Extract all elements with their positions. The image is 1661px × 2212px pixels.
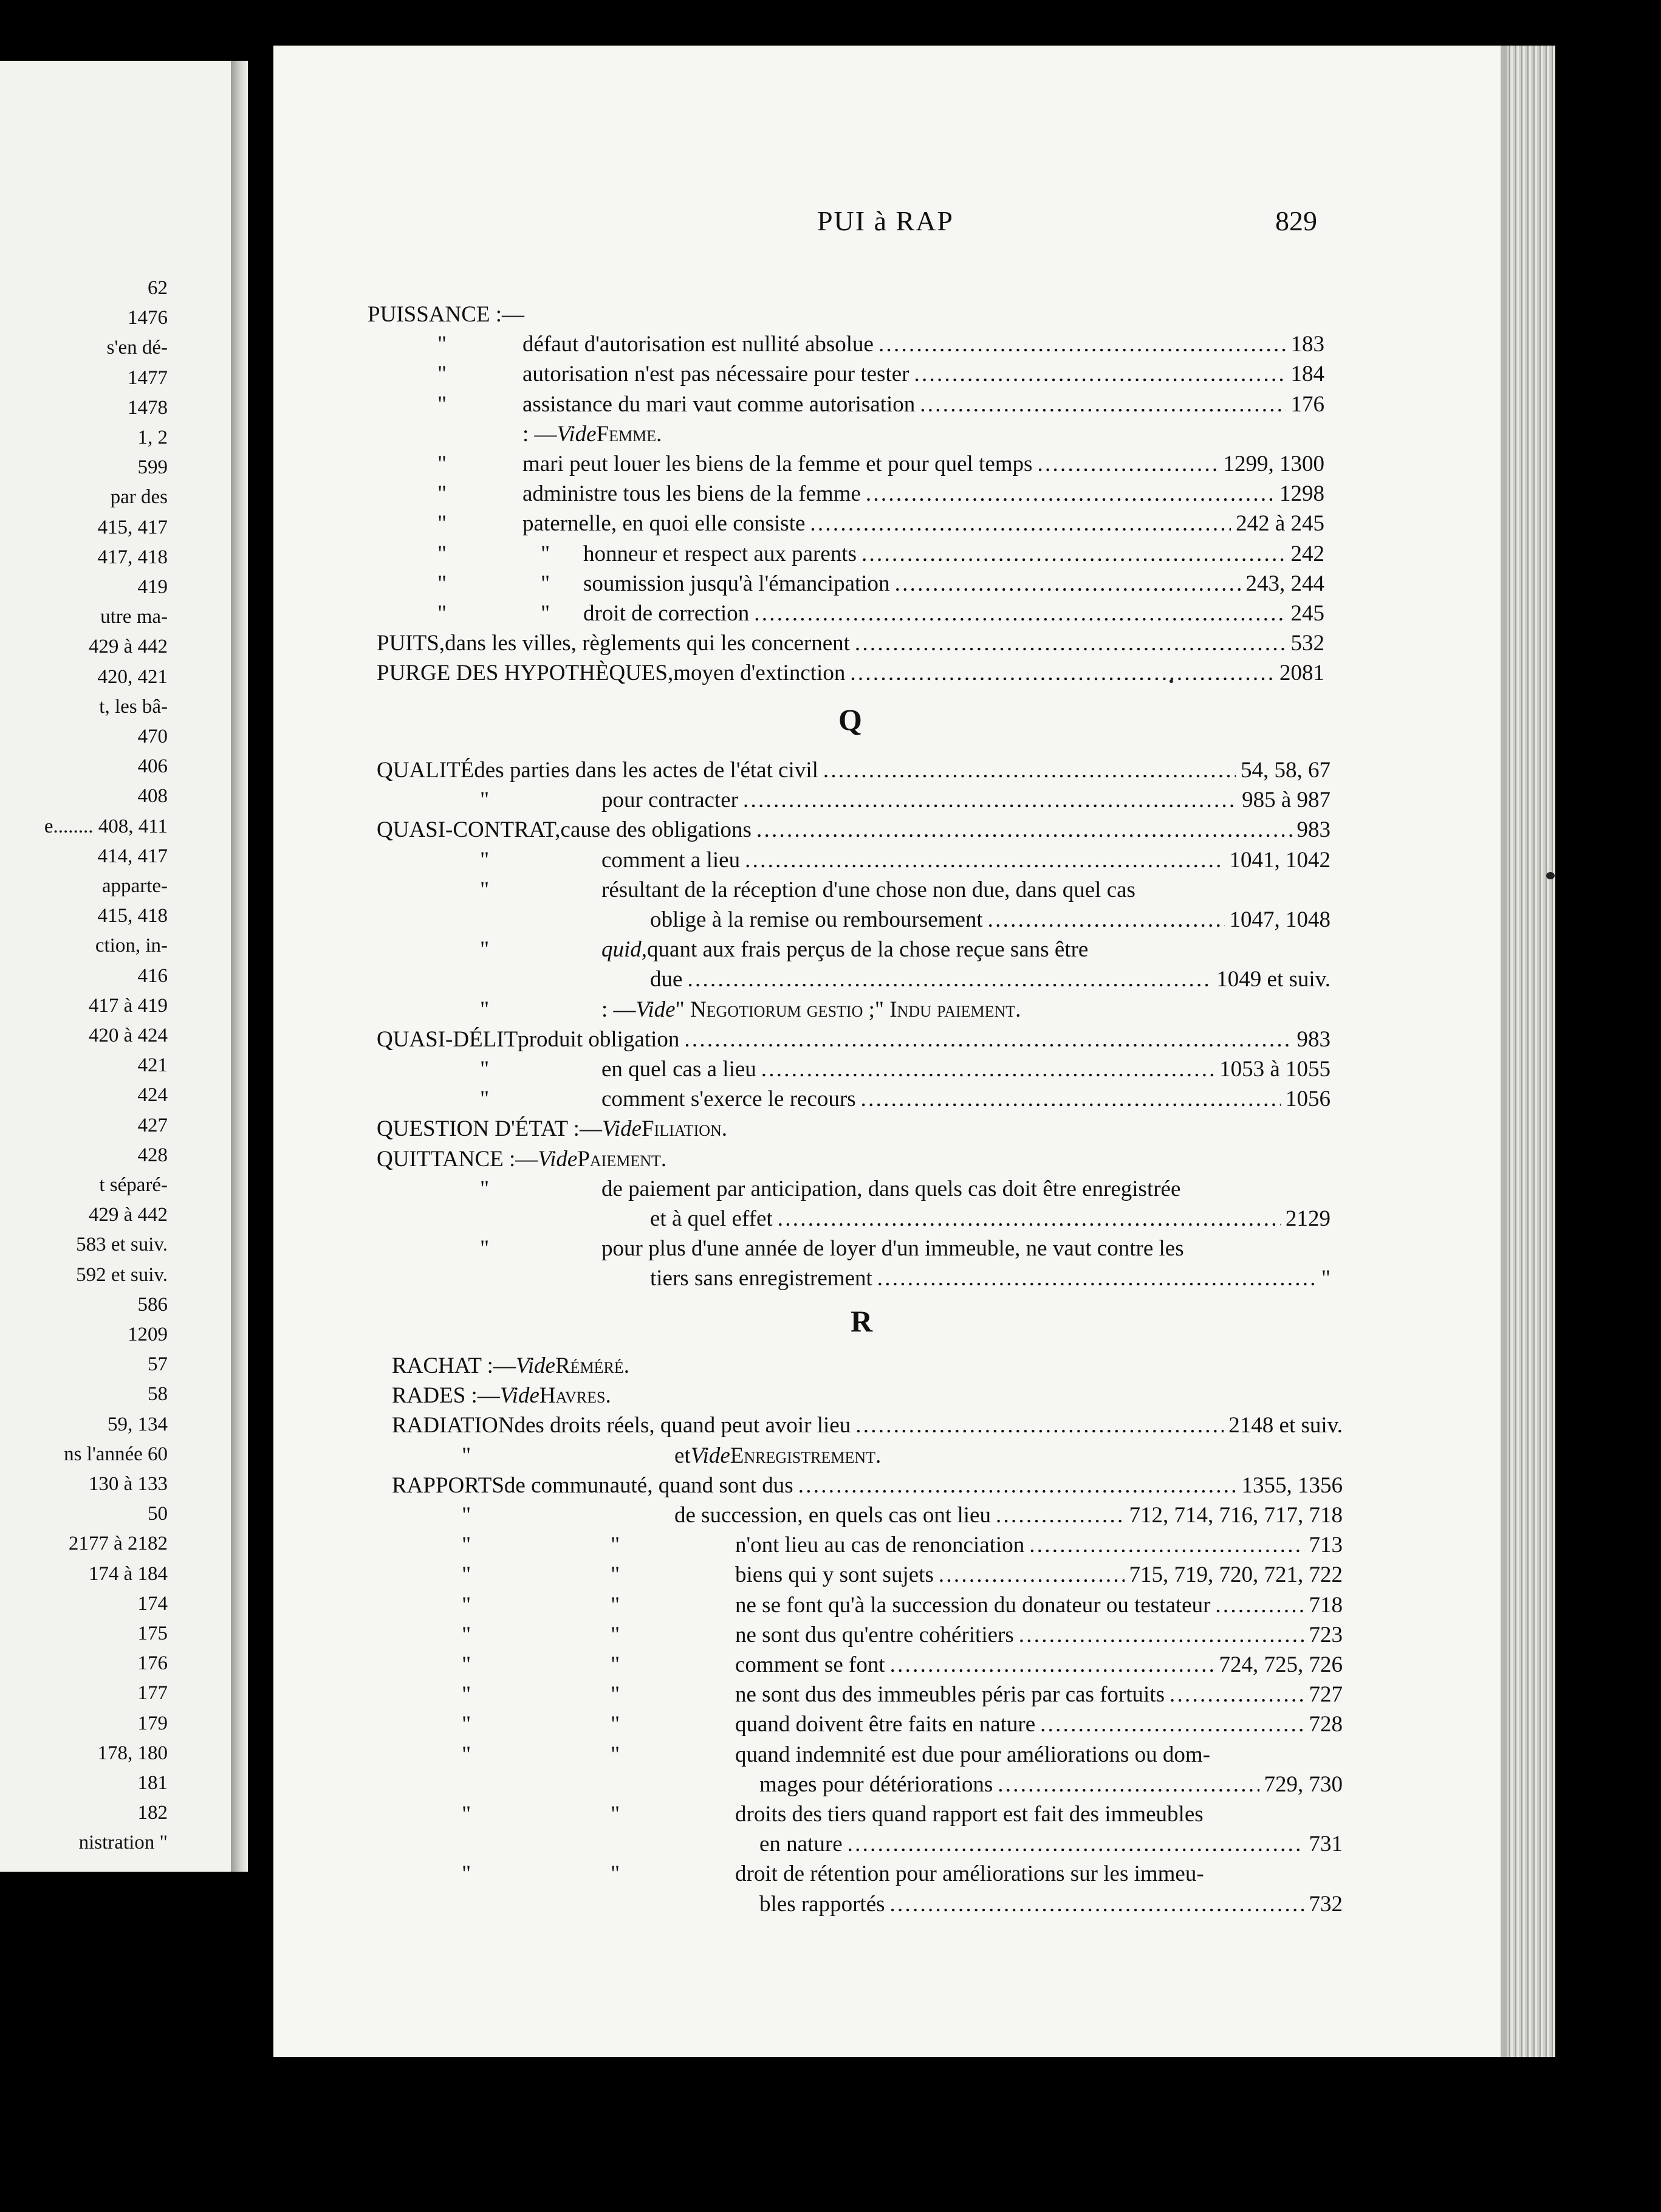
entry-text: comment a lieu — [601, 847, 741, 873]
entry-text: des parties dans les actes de l'état civil — [474, 758, 818, 783]
dot-leader — [848, 1830, 1304, 1858]
ditto-mark: " — [541, 571, 550, 596]
left-page-fragment: 58 — [148, 1383, 168, 1406]
dot-leader — [861, 1085, 1281, 1113]
page-reference: 727 — [1309, 1682, 1343, 1708]
index-entry — [392, 1412, 1343, 1440]
index-entry — [437, 480, 1324, 508]
cross-reference-target: " Negotiorum gestio ;" Indu paiement. — [675, 997, 1021, 1022]
index-entry — [392, 1382, 611, 1410]
entry-text: comment s'exerce le recours — [601, 1087, 856, 1112]
ditto-mark: " — [462, 1443, 471, 1468]
left-page-fragment: 1209 — [128, 1324, 168, 1345]
dot-leader — [861, 540, 1286, 568]
dot-leader — [754, 600, 1286, 628]
left-page-fragment: 470 — [137, 726, 168, 747]
left-page-fragment: 429 à 442 — [88, 1204, 168, 1226]
left-page-fragment: 417, 418 — [97, 546, 168, 568]
dot-leader — [687, 966, 1211, 994]
page-reference: 983 — [1296, 817, 1331, 843]
ditto-mark: " — [611, 1742, 620, 1767]
left-page-fragment: 177 — [137, 1682, 168, 1705]
left-page-fragment: 178, 180 — [97, 1742, 168, 1764]
page-reference: 245 — [1290, 601, 1324, 626]
page-reference: 1298 — [1279, 481, 1324, 507]
entry-text: de succession, en quels cas ont lieu — [674, 1503, 991, 1528]
dot-leader — [895, 570, 1241, 598]
ditto-mark: " — [437, 571, 447, 596]
ditto-mark: " — [611, 1592, 620, 1618]
ditto-mark: " — [437, 362, 447, 387]
entry-text: cause des obligations — [560, 817, 752, 843]
index-entry — [462, 1741, 1210, 1769]
index-entry — [480, 1085, 1331, 1113]
page-reference: 1355, 1356 — [1241, 1472, 1343, 1498]
cross-reference-target: Réméré. — [555, 1353, 629, 1378]
entry-text: mari peut louer les biens de la femme et pour quel temps — [522, 452, 1033, 476]
page-reference: 54, 58, 67 — [1241, 758, 1331, 783]
entry-text: droit de correction — [583, 601, 750, 626]
left-page-fragment: 62 — [148, 277, 168, 299]
left-page-fragment: 417 à 419 — [88, 994, 168, 1017]
entry-text: comment se font — [735, 1652, 885, 1677]
dot-leader — [998, 1771, 1259, 1799]
left-page-fragment: utre ma- — [100, 606, 168, 628]
page-reference: 242 à 245 — [1236, 511, 1324, 537]
vide-reference: Vide — [690, 1443, 730, 1468]
dot-leader — [855, 630, 1286, 658]
page-reference: 712, 714, 716, 717, 718 — [1129, 1503, 1343, 1528]
page-reference: 723 — [1309, 1622, 1343, 1647]
ditto-mark: " — [437, 391, 447, 417]
ditto-mark: " — [437, 332, 447, 357]
ditto-mark: " — [611, 1652, 620, 1677]
entry-continuation: en nature — [759, 1832, 843, 1857]
left-page-fragment: 586 — [137, 1293, 168, 1316]
left-page-fragment: 1476 — [128, 307, 168, 329]
entry-heading: PUITS, — [377, 631, 445, 656]
entry-text: défaut d'autorisation est nullité absolue — [522, 332, 874, 357]
index-entry — [437, 421, 662, 448]
entry-heading: QUITTANCE :— — [377, 1146, 538, 1172]
index-entry — [480, 996, 1021, 1024]
left-page-fragment: par des — [110, 486, 168, 509]
index-entry — [462, 1442, 881, 1470]
entry-text: droits des tiers quand rapport est fait des immeubles — [735, 1802, 1204, 1827]
left-page-fragment: e........ 408, 411 — [44, 815, 168, 837]
left-page-fragment: 583 et suiv. — [76, 1234, 168, 1256]
page-number: 829 — [1275, 205, 1317, 236]
index-entry — [480, 786, 1331, 814]
index-entry — [437, 360, 1324, 388]
page-reference: 2148 et suiv. — [1228, 1413, 1343, 1438]
index-entry — [437, 570, 1324, 598]
entry-text: résultant de la réception d'une chose non due, dans quel cas — [601, 877, 1135, 902]
cross-reference-target: Havres. — [539, 1383, 611, 1409]
dot-leader — [939, 1561, 1125, 1589]
ditto-mark: " — [611, 1562, 620, 1588]
index-page — [273, 46, 1507, 2057]
index-entry — [462, 1681, 1343, 1709]
ditto-mark: " — [437, 541, 447, 566]
index-entry — [462, 1592, 1343, 1619]
section-letter-q: Q — [838, 702, 862, 737]
entry-text: : — — [522, 421, 557, 447]
entry-text: quand indemnité est due pour améliorations ou dom- — [735, 1742, 1210, 1767]
ditto-mark: " — [462, 1742, 471, 1767]
ditto-mark: " — [611, 1712, 620, 1737]
page-reference: 1056 — [1286, 1087, 1331, 1112]
entry-text: autorisation n'est pas nécessaire pour tester — [522, 362, 909, 387]
left-page-fragment: t séparé- — [99, 1174, 168, 1196]
page-stack-edge — [1507, 46, 1555, 2057]
entry-text: ne sont dus des immeubles péris par cas fortuits — [735, 1682, 1165, 1708]
index-entry — [437, 600, 1324, 628]
entry-continuation: mages pour détériorations — [759, 1771, 993, 1797]
index-entry — [368, 301, 524, 329]
entry-continuation: bles rapportés — [759, 1891, 885, 1917]
page-reference: 2081 — [1279, 661, 1324, 686]
left-page-fragment: 175 — [137, 1623, 168, 1644]
entry-heading: RADES :— — [392, 1383, 500, 1409]
ditto-mark: " — [480, 1176, 490, 1201]
ditto-mark: " — [462, 1682, 471, 1708]
dot-leader — [778, 1205, 1281, 1233]
index-entry — [377, 1146, 666, 1173]
left-page-fragment: 415, 418 — [97, 905, 168, 927]
cross-reference-target: Enregistrement. — [730, 1443, 882, 1468]
left-page-fragment: 420 à 424 — [88, 1025, 168, 1046]
dot-leader — [996, 1502, 1125, 1530]
dot-leader — [810, 510, 1231, 538]
ditto-mark: " — [437, 452, 447, 476]
ink-speck — [1170, 679, 1173, 683]
page-reference: " — [1321, 1266, 1331, 1291]
page-edge — [1501, 46, 1507, 2057]
left-page-fragment: 2177 à 2182 — [68, 1533, 168, 1555]
entry-text: de paiement par anticipation, dans quels cas doit être enregistrée — [601, 1176, 1181, 1201]
page-reference: 983 — [1296, 1026, 1331, 1052]
page-reference: 731 — [1309, 1832, 1343, 1857]
index-entry — [480, 876, 1135, 904]
page-reference: 2129 — [1286, 1206, 1331, 1231]
ditto-mark: " — [437, 601, 447, 626]
entry-text: moyen d'extinction — [673, 661, 846, 686]
entry-heading: PUISSANCE :— — [368, 302, 525, 327]
page-reference: 183 — [1290, 332, 1324, 357]
index-entry — [377, 659, 1324, 687]
ditto-mark: " — [480, 788, 490, 813]
dot-leader — [890, 1891, 1304, 1918]
left-page-fragment: 174 — [137, 1592, 168, 1615]
book-gutter — [231, 61, 248, 1872]
left-page-fragment: 182 — [137, 1802, 168, 1824]
page-reference: 729, 730 — [1264, 1771, 1343, 1797]
left-page-fragment: 419 — [137, 576, 168, 598]
index-entry — [437, 331, 1324, 359]
left-page-fragment: 427 — [137, 1114, 168, 1136]
index-entry — [650, 906, 1331, 934]
left-page-fragment: 1478 — [128, 396, 168, 419]
vide-reference: Vide — [557, 421, 597, 447]
dot-leader — [878, 331, 1286, 359]
index-entry — [650, 1205, 1331, 1233]
page-reference: 724, 725, 726 — [1219, 1652, 1343, 1677]
left-page-fragment: 50 — [148, 1503, 168, 1525]
entry-heading: QUESTION D'ÉTAT :— — [377, 1116, 602, 1142]
ditto-mark: " — [462, 1712, 471, 1737]
index-entry — [462, 1711, 1343, 1739]
left-page-fragment: s'en dé- — [106, 337, 168, 359]
entry-text: des droits réels, quand peut avoir lieu — [514, 1413, 851, 1438]
entry-text: quant aux frais perçus de la chose reçue sans être — [647, 937, 1089, 963]
index-entry — [462, 1651, 1343, 1679]
left-page-fragment: 421 — [137, 1054, 168, 1077]
vide-reference: Vide — [635, 997, 676, 1022]
entry-text: n'ont lieu au cas de renonciation — [735, 1533, 1025, 1558]
index-entry — [759, 1830, 1343, 1858]
index-entry — [437, 540, 1324, 568]
cross-reference-target: Femme. — [596, 421, 662, 447]
ink-speck — [1546, 872, 1555, 879]
cross-reference-target: Filiation. — [642, 1116, 728, 1142]
dot-leader — [877, 1265, 1317, 1293]
page-reference: 184 — [1290, 362, 1324, 387]
entry-text: droit de rétention pour améliorations sur les immeu- — [735, 1861, 1204, 1887]
vide-reference: Vide — [538, 1146, 578, 1172]
running-head: PUI à RAP — [817, 205, 954, 236]
dot-leader — [823, 757, 1236, 785]
left-page-fragment: ction, in- — [95, 935, 168, 957]
ditto-mark: " — [611, 1622, 620, 1647]
left-page-fragment: 429 à 442 — [88, 636, 168, 658]
page-reference: 243, 244 — [1245, 571, 1324, 596]
index-entry — [437, 391, 1324, 419]
left-page-fragment: 424 — [137, 1084, 168, 1107]
vide-reference: Vide — [499, 1383, 539, 1409]
section-letter-r: R — [851, 1304, 873, 1338]
ditto-mark: " — [462, 1652, 471, 1677]
entry-text: quand doivent être faits en nature — [735, 1712, 1036, 1737]
entry-text: pour plus d'une année de loyer d'un immeuble, ne vaut contre les — [601, 1236, 1184, 1262]
page-reference: 1299, 1300 — [1223, 452, 1324, 476]
dot-leader — [920, 391, 1286, 419]
entry-text: en quel cas a lieu — [601, 1057, 756, 1082]
entry-text: ne sont dus qu'entre cohéritiers — [735, 1622, 1014, 1647]
ditto-mark: " — [437, 481, 447, 507]
index-entry — [462, 1531, 1343, 1559]
page-reference: 242 — [1290, 541, 1324, 566]
ditto-mark: " — [462, 1533, 471, 1558]
vide-reference: Vide — [601, 1116, 642, 1142]
dot-leader — [890, 1651, 1214, 1679]
left-page-fragment: 416 — [137, 964, 168, 987]
entry-text: ne se font qu'à la succession du donateur ou testateur — [735, 1592, 1211, 1618]
page-reference: 1047, 1048 — [1229, 907, 1331, 932]
entry-heading: QUALITÉ — [377, 758, 474, 783]
page-reference: 732 — [1309, 1891, 1343, 1917]
left-page-fragment: 599 — [137, 456, 168, 479]
left-page-fragment: 406 — [137, 755, 168, 778]
entry-text: : — — [601, 997, 636, 1022]
ditto-mark: " — [462, 1592, 471, 1618]
ditto-mark: " — [462, 1622, 471, 1647]
index-entry — [462, 1860, 1204, 1888]
entry-heading: QUASI-CONTRAT, — [377, 817, 561, 843]
ditto-mark: " — [611, 1533, 620, 1558]
entry-text: soumission jusqu'à l'émancipation — [583, 571, 890, 596]
dot-leader — [1037, 450, 1218, 478]
entry-text: produit obligation — [518, 1026, 680, 1052]
index-entry — [392, 1472, 1343, 1500]
page-reference: 532 — [1290, 631, 1324, 656]
index-entry — [392, 1352, 629, 1380]
dot-leader — [855, 1412, 1224, 1440]
ditto-mark: " — [541, 601, 550, 626]
index-entry — [462, 1621, 1343, 1649]
entry-text: dans les villes, règlements qui les concernent — [445, 631, 850, 656]
index-entry — [462, 1801, 1204, 1829]
index-entry — [437, 510, 1324, 538]
left-page-fragment: 415, 417 — [97, 516, 168, 538]
entry-continuation: due — [650, 967, 683, 992]
left-page-fragment: 408 — [137, 785, 168, 808]
ditto-mark: " — [462, 1503, 471, 1528]
index-entry — [480, 847, 1331, 874]
ditto-mark: " — [611, 1861, 620, 1887]
entry-heading: PURGE DES HYPOTHÈQUES, — [377, 661, 674, 686]
left-page-fragment: 420, 421 — [97, 665, 168, 688]
page-reference: 728 — [1309, 1712, 1343, 1737]
entry-text: administre tous les biens de la femme — [522, 481, 861, 507]
index-entry — [377, 816, 1331, 844]
left-page-fragment: ns l'année 60 — [64, 1443, 168, 1465]
dot-leader — [684, 1026, 1292, 1054]
index-entry — [480, 1056, 1331, 1084]
left-page-fragment: 428 — [137, 1144, 168, 1166]
ditto-mark: " — [462, 1562, 471, 1588]
left-facing-page — [0, 61, 231, 1872]
dot-leader — [850, 659, 1275, 687]
entry-heading: RAPPORTS — [392, 1472, 504, 1498]
dot-leader — [1170, 1681, 1304, 1709]
dot-leader — [798, 1472, 1237, 1500]
left-page-fragment: 181 — [137, 1772, 168, 1794]
page-reference: 176 — [1290, 391, 1324, 417]
left-page-fragment: apparte- — [101, 875, 168, 897]
entry-continuation: tiers sans enregistrement — [650, 1266, 872, 1291]
left-page-fragment: 1, 2 — [137, 427, 168, 448]
ditto-mark: " — [480, 1236, 490, 1262]
index-entry — [480, 936, 1088, 964]
left-page-fragment: 1477 — [128, 366, 168, 389]
entry-text: de communauté, quand sont dus — [504, 1472, 793, 1498]
dot-leader — [1029, 1531, 1304, 1559]
page-reference: 713 — [1309, 1533, 1343, 1558]
ditto-mark: " — [480, 937, 490, 963]
left-page-fragment: 592 et suiv. — [76, 1263, 168, 1286]
left-page-fragment: 176 — [137, 1652, 168, 1675]
ditto-mark: " — [480, 877, 490, 902]
entry-text: paternelle, en quoi elle consiste — [522, 511, 806, 537]
ditto-mark: " — [480, 1087, 490, 1112]
index-entry — [462, 1502, 1343, 1530]
left-page-fragment: 130 à 133 — [88, 1473, 168, 1495]
index-entry — [437, 450, 1324, 478]
dot-leader — [756, 816, 1292, 844]
page-reference: 1041, 1042 — [1229, 847, 1331, 873]
dot-leader — [743, 786, 1237, 814]
left-page-fragment: 57 — [148, 1353, 168, 1376]
ditto-mark: " — [480, 847, 490, 873]
ditto-mark: " — [437, 511, 447, 537]
entry-heading: RADIATION — [392, 1413, 515, 1438]
index-entry — [650, 966, 1331, 994]
index-entry — [462, 1561, 1343, 1589]
dot-leader — [1040, 1711, 1304, 1739]
left-page-fragment: 174 à 184 — [88, 1562, 168, 1585]
ditto-mark: " — [480, 1057, 490, 1082]
entry-heading: RACHAT :— — [392, 1353, 516, 1378]
dot-leader — [914, 360, 1286, 388]
index-entry — [377, 630, 1324, 658]
dot-leader — [745, 847, 1224, 874]
entry-continuation: oblige à la remise ou remboursement — [650, 907, 983, 932]
index-entry — [377, 1026, 1331, 1054]
index-entry — [377, 1115, 727, 1143]
entry-text: pour contracter — [601, 788, 738, 813]
dot-leader — [1215, 1592, 1304, 1619]
ditto-mark: " — [480, 997, 490, 1022]
dot-leader — [866, 480, 1275, 508]
page-reference: 715, 719, 720, 721, 722 — [1129, 1562, 1343, 1588]
index-entry — [759, 1891, 1343, 1918]
left-page-fragment: 414, 417 — [97, 845, 168, 867]
ditto-mark: " — [462, 1861, 471, 1887]
dot-leader — [761, 1056, 1214, 1084]
index-entry — [759, 1771, 1343, 1799]
left-page-fragment: 59, 134 — [108, 1413, 168, 1435]
cross-reference-target: Paiement. — [577, 1146, 667, 1172]
dot-leader — [988, 906, 1225, 934]
ditto-mark: " — [611, 1802, 620, 1827]
entry-text: assistance du mari vaut comme autorisation — [522, 391, 916, 417]
vide-reference: Vide — [515, 1353, 555, 1378]
ditto-mark: " — [462, 1802, 471, 1827]
entry-heading: QUASI-DÉLIT — [377, 1026, 518, 1052]
ditto-mark: " — [541, 541, 550, 566]
page-reference: 1049 et suiv. — [1216, 967, 1331, 992]
entry-text: honneur et respect aux parents — [583, 541, 857, 566]
index-entry — [480, 1235, 1184, 1263]
dot-leader — [1019, 1621, 1304, 1649]
page-reference: 985 à 987 — [1242, 788, 1331, 813]
left-page-fragment: nistration " — [78, 1832, 168, 1854]
entry-text: biens qui y sont sujets — [735, 1562, 934, 1588]
entry-text: et — [674, 1443, 691, 1468]
ditto-mark: " — [611, 1682, 620, 1708]
page-reference: 718 — [1309, 1592, 1343, 1618]
index-entry — [377, 757, 1331, 785]
entry-continuation: et à quel effet — [650, 1206, 773, 1231]
page-reference: 1053 à 1055 — [1219, 1057, 1331, 1082]
entry-text-italic: quid, — [601, 937, 648, 963]
left-page-fragment: t, les bâ- — [99, 695, 168, 718]
index-entry — [480, 1175, 1180, 1203]
index-entry — [650, 1265, 1331, 1293]
left-page-fragment: 179 — [137, 1712, 168, 1734]
